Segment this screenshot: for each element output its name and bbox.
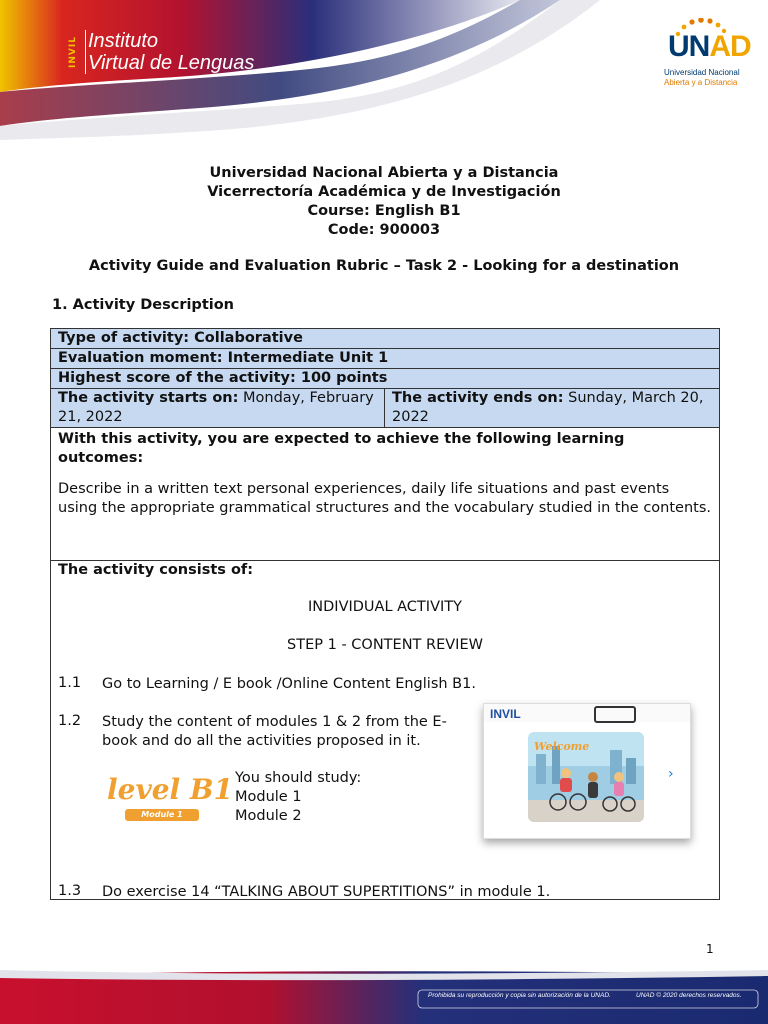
level-b1-text: level B1 (107, 773, 234, 806)
item-number: 1.3 (58, 883, 82, 899)
end-date-value: Sunday, March 20, 2022 (392, 390, 704, 425)
footer-copyright: UNAD © 2020 derechos reservados. (636, 992, 742, 999)
highest-score: Highest score of the activity: 100 points (58, 370, 388, 386)
module-badge: Module 1 (125, 809, 199, 821)
item-text: Study the content of modules 1 & 2 from the E-book and do all the activities proposed in it. (102, 714, 447, 749)
footer-copy-notice: Prohibida su reproducción y copia sin autorización de la UNAD. (428, 992, 611, 999)
start-date-label: The activity starts on: (58, 390, 239, 406)
logo-subtitle-1: Universidad Nacional (664, 68, 740, 77)
page-header (0, 0, 768, 140)
course-code: Code: 900003 (327, 222, 441, 238)
row-evaluation (51, 349, 719, 369)
screenshot-welcome: Welcome (534, 740, 590, 753)
item-text: Do exercise 14 “TALKING ABOUT SUPERTITIONS” in module 1. (102, 884, 551, 900)
screenshot-illustration (528, 732, 644, 822)
start-date-cell (51, 389, 385, 427)
screenshot-brand: INVIL (490, 707, 521, 721)
evaluation-moment: Evaluation moment: Intermediate Unit 1 (58, 350, 389, 366)
start-date-value: Monday, February 21, 2022 (58, 390, 374, 425)
guide-title: Activity Guide and Evaluation Rubric – Task 2 - Looking for a destination (88, 258, 680, 274)
section-heading: 1. Activity Description (52, 297, 235, 313)
row-score (51, 369, 719, 389)
activity-type: Type of activity: Collaborative (58, 330, 303, 346)
brand-side-label: INVIL (68, 36, 78, 68)
logo-subtitle-2: Abierta y a Distancia (664, 78, 738, 87)
brand-title-line2: Virtual de Lenguas (88, 52, 255, 74)
page-number: 1 (706, 942, 714, 956)
vice-rectory: Vicerrectoría Académica y de Investigación (207, 184, 561, 200)
outcomes-text: Describe in a written text personal experiences, daily life situations and past events using the appropriate grammatical structures and the vocabulary studied in the contents. (58, 481, 712, 516)
step-heading: STEP 1 - CONTENT REVIEW (287, 637, 483, 653)
university-name: Universidad Nacional Abierta y a Distancia (209, 165, 559, 181)
activity-table (50, 328, 720, 900)
study-line: Module 2 (235, 808, 302, 824)
unad-logo (664, 18, 754, 88)
screenshot-nav-highlight (594, 706, 636, 723)
brand-title-line1: Instituto (88, 30, 159, 52)
study-line: Module 1 (235, 789, 302, 805)
study-list (235, 769, 361, 826)
consists-heading: The activity consists of: (58, 562, 254, 578)
row-outcomes (51, 428, 719, 561)
document-heading (0, 164, 768, 240)
row-dates (51, 389, 719, 428)
study-line: You should study: (235, 770, 362, 786)
brand-divider (85, 30, 86, 74)
course-name: Course: English B1 (307, 203, 461, 219)
outcomes-title: With this activity, you are expected to achieve the following learning outcomes: (58, 431, 625, 466)
screenshot-topbar (484, 704, 690, 722)
item-number: 1.1 (58, 675, 82, 691)
individual-activity-heading: INDIVIDUAL ACTIVITY (308, 599, 462, 615)
end-date-cell (385, 389, 719, 427)
next-arrow-icon: › (668, 766, 674, 782)
logo-wordmark: UNAD (668, 30, 751, 63)
level-b1-badge (107, 773, 234, 821)
ebook-screenshot-image (483, 703, 691, 839)
end-date-label: The activity ends on: (392, 390, 564, 406)
item-number: 1.2 (58, 713, 82, 729)
item-text: Go to Learning / E book /Online Content English B1. (102, 676, 476, 692)
row-type (51, 329, 719, 349)
row-consists (51, 561, 719, 899)
page-footer (0, 970, 768, 1024)
